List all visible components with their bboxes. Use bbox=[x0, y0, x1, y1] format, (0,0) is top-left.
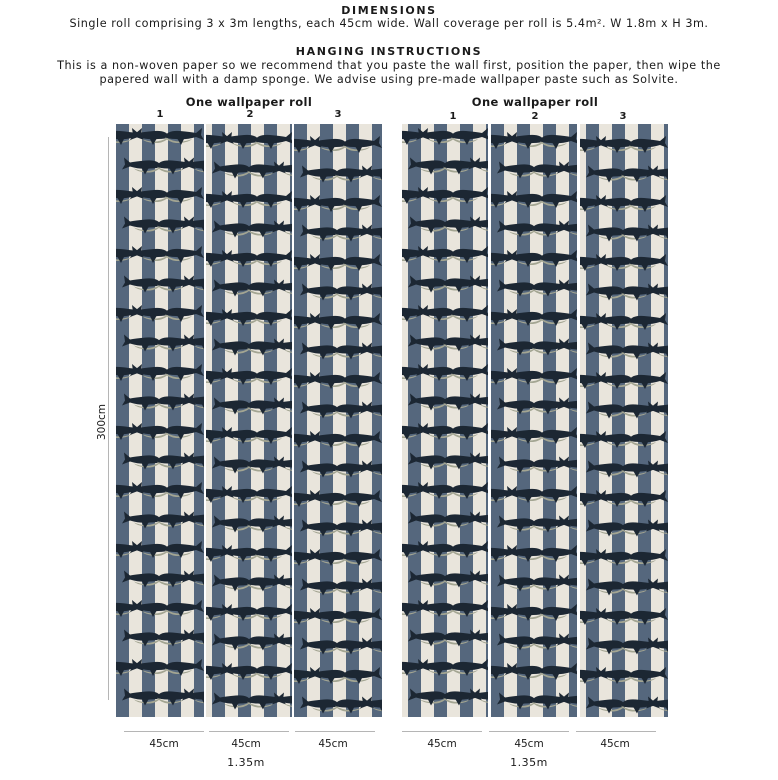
roll-1-strip-3-number: 3 bbox=[334, 109, 342, 120]
roll-2-strip-2 bbox=[491, 124, 577, 717]
roll-2-strip-3 bbox=[580, 124, 668, 717]
roll-2-strip-2-number: 2 bbox=[531, 111, 539, 122]
roll-1-strip-1 bbox=[116, 124, 204, 717]
roll-2-strip-3-width-line bbox=[576, 731, 656, 732]
dimensions-text: Single roll comprising 3 x 3m lengths, each 45cm wide. Wall coverage per roll is 5.4m². W 1.8m x H 3m. bbox=[69, 17, 709, 30]
roll-2-strip-3-number: 3 bbox=[619, 111, 627, 122]
roll-1-strip-1-width: 45cm bbox=[149, 738, 179, 750]
roll-2-strip-1-number: 1 bbox=[449, 111, 457, 122]
wallpaper-pattern bbox=[206, 124, 292, 717]
wallpaper-pattern bbox=[402, 124, 488, 717]
wallpaper-pattern bbox=[294, 124, 382, 717]
roll-1-strip-2-width: 45cm bbox=[231, 738, 261, 750]
roll-2-strip-2-width-line bbox=[489, 731, 569, 732]
roll-2-strip-2-width: 45cm bbox=[514, 738, 544, 750]
roll-1-strip-2-number: 2 bbox=[246, 109, 254, 120]
wallpaper-pattern bbox=[580, 124, 668, 717]
roll-1-strip-3-width: 45cm bbox=[318, 738, 348, 750]
roll-1-strip-2-width-line bbox=[209, 731, 289, 732]
height-label: 300cm bbox=[96, 403, 108, 441]
roll-2-strip-1-width-line bbox=[402, 731, 482, 732]
wallpaper-pattern bbox=[116, 124, 204, 717]
dimensions-heading: DIMENSIONS bbox=[341, 4, 437, 17]
hanging-text-line2: papered wall with a damp sponge. We advise using pre-made wallpaper paste such as Solvite. bbox=[99, 73, 679, 86]
roll-1-strip-1-width-line bbox=[124, 731, 204, 732]
roll-2-strip-1-width: 45cm bbox=[427, 738, 457, 750]
roll-1-total-width: 1.35m bbox=[227, 756, 265, 769]
roll-2-strip-1 bbox=[402, 124, 488, 717]
roll-1-strip-3-width-line bbox=[295, 731, 375, 732]
wallpaper-pattern bbox=[491, 124, 577, 717]
roll-2-strip-3-width: 45cm bbox=[600, 738, 630, 750]
roll-1-strip-3 bbox=[294, 124, 382, 717]
roll-1-title: One wallpaper roll bbox=[185, 95, 313, 109]
height-dimension-line bbox=[108, 137, 109, 700]
roll-2-total-width: 1.35m bbox=[510, 756, 548, 769]
roll-1-strip-2 bbox=[206, 124, 292, 717]
roll-2-title: One wallpaper roll bbox=[471, 95, 599, 109]
hanging-heading: HANGING INSTRUCTIONS bbox=[295, 45, 483, 58]
roll-1-strip-1-number: 1 bbox=[156, 109, 164, 120]
hanging-text-line1: This is a non-woven paper so we recommend that you paste the wall first, position the paper, then wipe the bbox=[57, 59, 721, 72]
